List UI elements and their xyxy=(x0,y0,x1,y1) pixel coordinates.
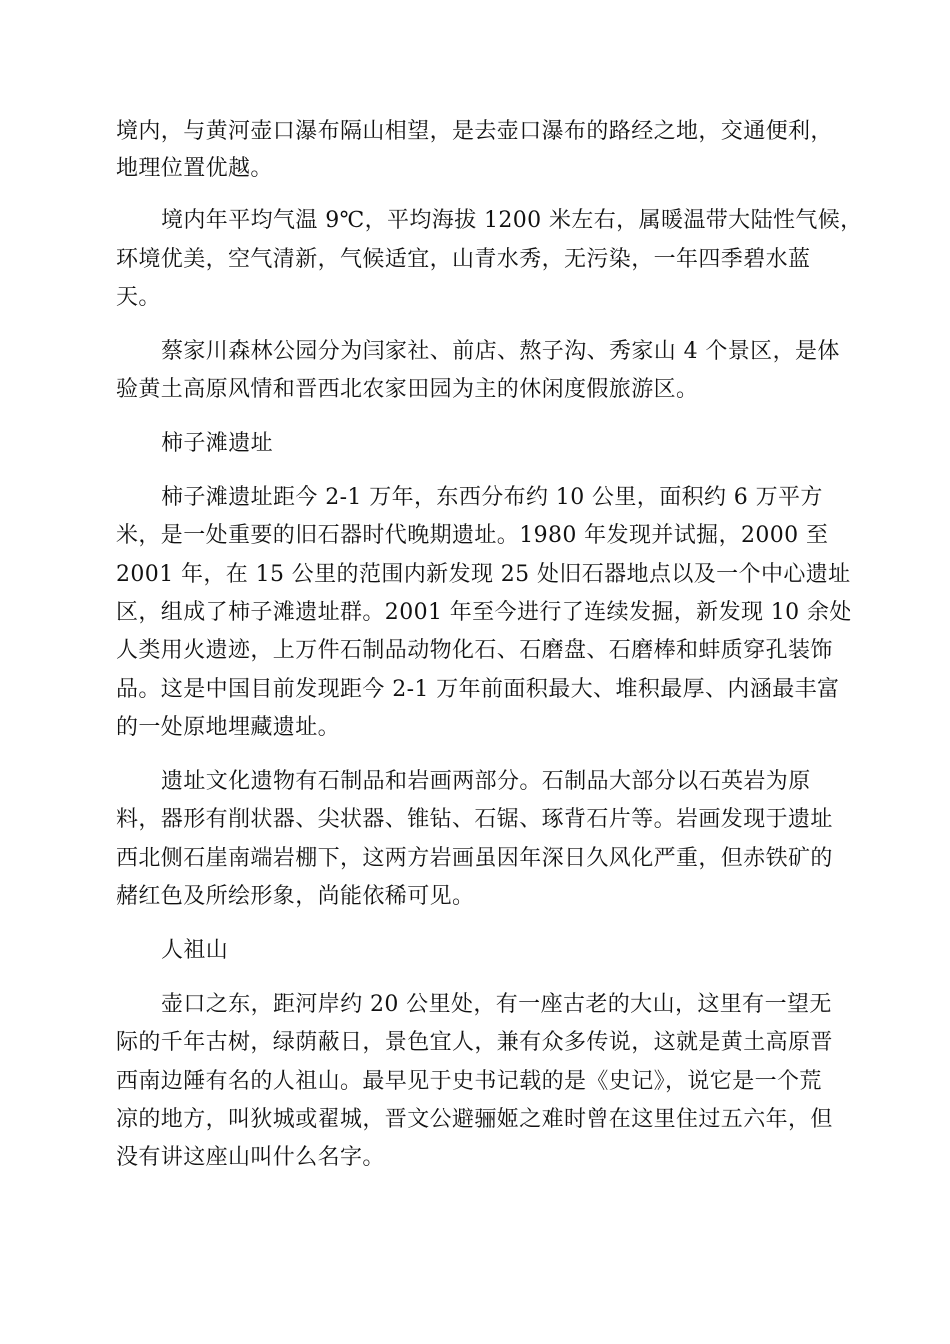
paragraph-line: 凉的地方，叫狄城或翟城，晋文公避骊姬之难时曾在这里住过五六年，但 xyxy=(116,1107,833,1132)
paragraph-line: 境内，与黄河壶口瀑布隔山相望，是去壶口瀑布的路经之地，交通便利， xyxy=(116,119,833,144)
paragraph-line: 料，器形有削状器、尖状器、锥钻、石锯、琢背石片等。岩画发现于遗址 xyxy=(116,807,833,832)
paragraph-line: 西北侧石崖南端岩棚下，这两方岩画虽因年深日久风化严重，但赤铁矿的 xyxy=(116,846,833,871)
paragraph-line: 柿子滩遗址距今 2-1 万年，东西分布约 10 公里，面积约 6 万平方 xyxy=(161,485,823,510)
paragraph-line: 蔡家川森林公园分为闫家社、前店、熬子沟、秀家山 4 个景区，是体 xyxy=(161,339,840,364)
paragraph-line: 环境优美，空气清新，气候适宜，山青水秀，无污染，一年四季碧水蓝 xyxy=(116,247,811,272)
paragraph-line: 壶口之东，距河岸约 20 公里处，有一座古老的大山，这里有一望无 xyxy=(161,992,832,1017)
paragraph-line: 验黄土高原风情和晋西北农家田园为主的休闲度假旅游区。 xyxy=(116,377,699,402)
paragraph-line: 2001 年，在 15 公里的范围内新发现 25 处旧石器地点以及一个中心遗址 xyxy=(116,562,851,587)
section-heading: 柿子滩遗址 xyxy=(161,431,274,456)
paragraph-line: 米，是一处重要的旧石器时代晚期遗址。1980 年发现并试掘，2000 至 xyxy=(116,523,829,548)
paragraph-line: 人类用火遗迹，上万件石制品动物化石、石磨盘、石磨棒和蚌质穿孔装饰 xyxy=(116,638,833,663)
paragraph-line: 遗址文化遗物有石制品和岩画两部分。石制品大部分以石英岩为原 xyxy=(161,769,811,794)
paragraph-line: 赭红色及所绘形象，尚能依稀可见。 xyxy=(116,884,475,909)
paragraph-line: 天。 xyxy=(116,285,161,310)
paragraph-line: 没有讲这座山叫什么名字。 xyxy=(116,1145,385,1170)
paragraph-line: 西南边陲有名的人祖山。最早见于史书记载的是《史记》，说它是一个荒 xyxy=(116,1069,822,1094)
paragraph-line: 际的千年古树，绿荫蔽日，景色宜人，兼有众多传说，这就是黄土高原晋 xyxy=(116,1030,833,1055)
paragraph-line: 地理位置优越。 xyxy=(116,156,273,181)
paragraph-line: 的一处原地埋藏遗址。 xyxy=(116,715,341,740)
paragraph-line: 境内年平均气温 9℃，平均海拔 1200 米左右，属暖温带大陆性气候， xyxy=(161,208,863,233)
section-heading: 人祖山 xyxy=(161,938,229,963)
paragraph-line: 区，组成了柿子滩遗址群。2001 年至今进行了连续发掘，新发现 10 余处 xyxy=(116,600,852,625)
paragraph-line: 品。这是中国目前发现距今 2-1 万年前面积最大、堆积最厚、内涵最丰富 xyxy=(116,677,840,702)
